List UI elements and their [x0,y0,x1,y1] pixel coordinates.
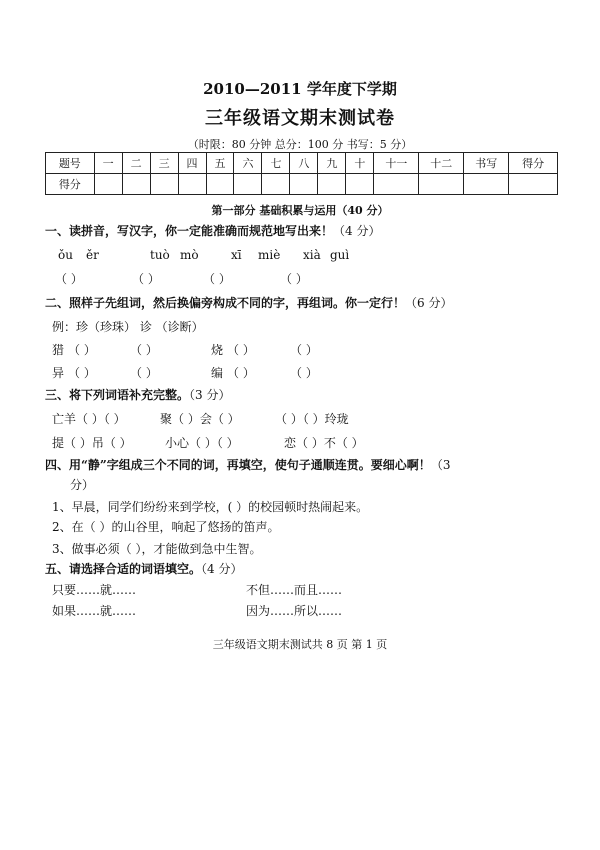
q2-heading [45,294,452,311]
q3-heading [45,386,230,403]
score-entry-cell[interactable] [374,174,419,195]
q2-points: （6 分） [405,296,453,310]
idiom-blank[interactable]: 恋（ ）不（ ） [284,436,364,450]
score-entry-cell[interactable] [122,174,150,195]
table-cell: 二 [122,153,150,174]
q5-points: （4 分） [201,562,243,576]
q1-title: 一、读拼音，写汉字，你一定能准确而规范地写出来！ [45,224,334,238]
q1-points: （4 分） [333,224,381,238]
score-entry-cell[interactable] [346,174,374,195]
q3-title: 三、将下列词语补充完整。 [45,388,190,402]
table-cell: 三 [150,153,178,174]
q5-title: 五、请选择合适的词语填空。 [45,562,202,576]
score-entry-cell[interactable] [262,174,290,195]
q2-char: 烧 [211,343,224,357]
table-cell: 得分 [46,174,95,195]
year-title: 2010—2011 学年度下学期 [203,80,397,98]
score-entry-cell[interactable] [234,174,262,195]
answer-blank[interactable]: （ ） [203,272,231,286]
score-entry-cell[interactable] [94,174,122,195]
score-entry-cell[interactable] [509,174,558,195]
score-entry-cell[interactable] [206,174,234,195]
table-cell: 五 [206,153,234,174]
part1-title: 第一部分 基础积累与运用（40 分） [211,204,389,217]
q4-sentence-3[interactable]: 3、做事必须（ ），才能做到急中生智。 [52,542,262,556]
idiom-blank[interactable]: （ ）（ ）玲珑 [275,412,349,426]
answer-blank[interactable]: （ ） [130,343,158,357]
table-cell: 六 [234,153,262,174]
idiom-blank[interactable]: 小心（ ）（ ） [165,436,239,450]
pinyin-gui: guì [330,248,350,262]
answer-blank[interactable]: （ ） [280,272,308,286]
score-entry-cell[interactable] [464,174,509,195]
score-entry-cell[interactable] [318,174,346,195]
score-entry-cell[interactable] [178,174,206,195]
answer-blank[interactable]: （ ） [130,366,158,380]
q4-points: （3 [430,458,451,472]
q4-sentence-2[interactable]: 2、在（ ）的山谷里，响起了悠扬的笛声。 [52,520,280,534]
pinyin-xia: xià [303,248,321,262]
answer-blank[interactable]: （ ） [132,272,160,286]
answer-blank[interactable]: （ ） [227,366,255,380]
table-cell: 十一 [374,153,419,174]
q2-title: 二、照样子先组词，然后换偏旁构成不同的字，再组词。你一定行！ [45,296,406,310]
q2-char: 异 [52,366,65,380]
q4-title: 四、用“静”字组成三个不同的词，再填空，使句子通顺连贯。要细心啊！ [45,458,431,472]
pinyin-ou: ǒu [58,248,73,262]
score-entry-cell[interactable] [419,174,464,195]
q2-example: 例：珍（珍珠） 诊 （诊断） [52,320,204,334]
q4-points-cont: 分） [70,478,95,492]
q5-heading [45,560,242,577]
score-table-header-row [46,153,558,174]
answer-blank[interactable]: （ ） [290,343,318,357]
table-cell: 一 [94,153,122,174]
q1-heading [45,222,380,239]
exam-meta: （时限：80 分钟 总分：100 分 书写：5 分） [187,138,413,151]
table-cell: 十二 [419,153,464,174]
conjunction-option: 不但……而且…… [246,583,343,597]
idiom-blank[interactable]: 亡羊（ ）（ ） [52,412,126,426]
q4-sentence-1[interactable]: 1、早晨，同学们纷纷来到学校，( ）的校园顿时热闹起来。 [52,500,369,514]
q4-heading [45,456,450,473]
score-table-score-row [46,174,558,195]
answer-blank[interactable]: （ ） [55,272,83,286]
table-cell: 九 [318,153,346,174]
pinyin-mo: mò [180,248,199,262]
table-cell: 十 [346,153,374,174]
pinyin-er: ěr [86,248,99,262]
page-footer: 三年级语文期末测试共 8 页 第 1 页 [212,638,388,651]
conjunction-option: 因为……所以…… [246,604,343,618]
q2-char: 编 [211,366,224,380]
table-cell: 四 [178,153,206,174]
answer-blank[interactable]: （ ） [290,366,318,380]
answer-blank[interactable]: （ ） [68,366,96,380]
exam-title: 三年级语文期末测试卷 [205,108,395,129]
pinyin-mie: miè [258,248,281,262]
table-cell: 题号 [46,153,95,174]
table-cell: 八 [290,153,318,174]
idiom-blank[interactable]: 聚（ ）会（ ） [160,412,240,426]
pinyin-tuo: tuò [150,248,170,262]
conjunction-option: 只要……就…… [52,583,137,597]
idiom-blank[interactable]: 提（ ）吊（ ） [52,436,132,450]
answer-blank[interactable]: （ ） [227,343,255,357]
q2-char: 猎 [52,343,65,357]
table-cell: 得分 [509,153,558,174]
table-cell: 书写 [464,153,509,174]
score-table [45,152,558,195]
q3-points: （3 分） [189,388,231,402]
score-entry-cell[interactable] [150,174,178,195]
score-entry-cell[interactable] [290,174,318,195]
table-cell: 七 [262,153,290,174]
answer-blank[interactable]: （ ） [68,343,96,357]
pinyin-xi: xī [231,248,242,262]
conjunction-option: 如果……就…… [52,604,137,618]
